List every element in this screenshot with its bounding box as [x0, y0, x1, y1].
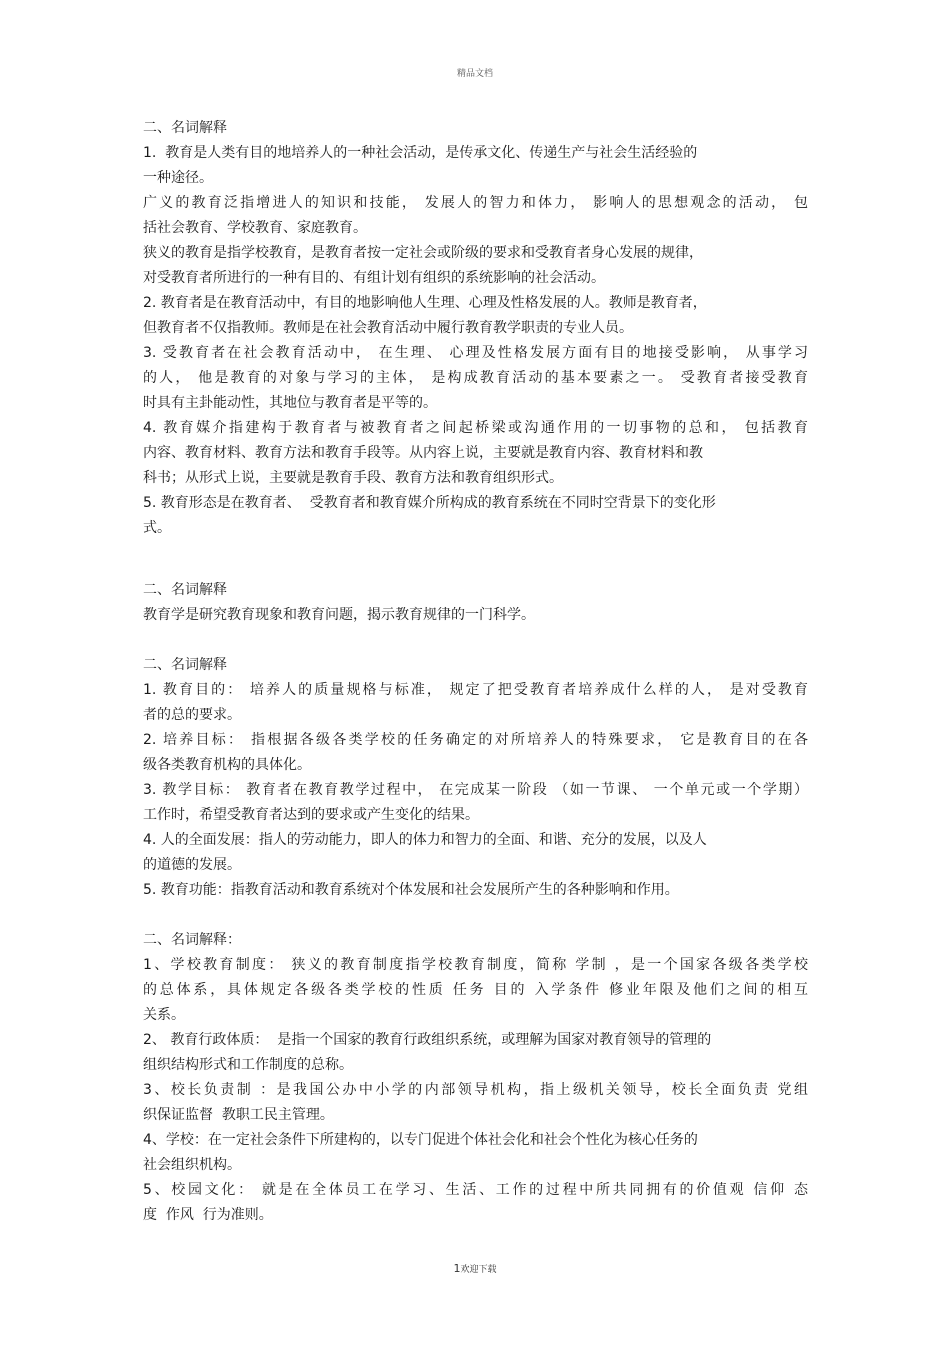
text-line: 时具有主卦能动性，其地位与教育者是平等的。	[143, 395, 437, 411]
text-line: 织保证监督 教职工民主管理。	[143, 1107, 334, 1123]
section-gap	[143, 541, 808, 578]
text-line: 对受教育者所进行的一种有目的、有组计划有组织的系统影响的社会活动。	[143, 270, 605, 286]
text-line: 2. 培养目标： 指根据各级各类学校的任务确定的对所培养人的特殊要求， 它是教育目的在各	[143, 732, 808, 748]
text-line: 狭义的教育是指学校教育，是教育者按一定社会或阶级的要求和受教育者身心发展的规律，	[143, 245, 703, 261]
text-line: 广义的教育泛指增进人的知识和技能， 发展人的智力和体力， 影响人的思想观念的活动， 包	[143, 195, 808, 211]
page-header: 精品文档	[456, 69, 493, 79]
section	[143, 653, 808, 903]
text-line: 4. 教育媒介指建构于教育者与被教育者之间起桥梁或沟通作用的一切事物的总和， 包括教育	[143, 420, 808, 436]
text-line: 5. 教育功能：指教育活动和教育系统对个体发展和社会发展所产生的各种影响和作用。	[143, 882, 679, 898]
text-line: 的人， 他是教育的对象与学习的主体， 是构成教育活动的基本要素之一。 受教育者接受教育	[143, 370, 808, 386]
text-line: 5、校园文化： 就是在全体员工在学习、生活、工作的过程中所共同拥有的价值观 信仰 态	[143, 1182, 808, 1198]
text-line: 度 作风 行为准则。	[143, 1207, 273, 1223]
section-title: 二、名词解释	[143, 582, 227, 598]
text-line: 4. 人的全面发展：指人的劳动能力，即人的体力和智力的全面、和谐、充分的发展，以及人	[143, 832, 707, 848]
text-line: 教育学是研究教育现象和教育问题，揭示教育规律的一门科学。	[143, 607, 535, 623]
text-line: 3. 教学目标： 教育者在教育教学过程中， 在完成某一阶段 （如一节课、 一个单元或一个学期）	[143, 782, 808, 798]
text-line: 括社会教育、学校教育、家庭教育。	[143, 220, 367, 236]
text-line: 工作时，希望受教育者达到的要求或产生变化的结果。	[143, 807, 479, 823]
text-line: 4、学校：在一定社会条件下所建构的，以专门促进个体社会化和社会个性化为核心任务的	[143, 1132, 698, 1148]
text-line: 1、学校教育制度： 狭义的教育制度指学校教育制度，简称 学制 ，是一个国家各级各类学校	[143, 957, 808, 973]
text-line: 组织结构形式和工作制度的总称。	[143, 1057, 353, 1073]
text-line: 2. 教育者是在教育活动中，有目的地影响他人生理、心理及性格发展的人。教师是教育者，	[143, 295, 707, 311]
text-line: 关系。	[143, 1007, 185, 1023]
text-line: 2、 教育行政体质： 是指一个国家的教育行政组织系统，或理解为国家对教育领导的管理的	[143, 1032, 712, 1048]
text-line: 级各类教育机构的具体化。	[143, 757, 311, 773]
text-line: 一种途径。	[143, 170, 213, 186]
section	[143, 928, 808, 1228]
section-title: 二、名词解释	[143, 120, 227, 136]
text-line: 3、校长负责制 ：是我国公办中小学的内部领导机构，指上级机关领导，校长全面负责 党组	[143, 1082, 808, 1098]
section-title: 二、名词解释	[143, 657, 227, 673]
text-line: 但教育者不仅指教师。教师是在社会教育活动中履行教育教学职责的专业人员。	[143, 320, 633, 336]
text-line: 内容、教育材料、教育方法和教育手段等。从内容上说，主要就是教育内容、教育材料和教	[143, 445, 703, 461]
text-line: 的道德的发展。	[143, 857, 241, 873]
section-title: 二、名词解释：	[143, 932, 241, 948]
text-line: 式。	[143, 520, 171, 536]
section	[143, 578, 808, 628]
text-line: 1. 教育目的： 培养人的质量规格与标准， 规定了把受教育者培养成什么样的人， 是对受教育	[143, 682, 808, 698]
page-number: 1	[453, 1262, 461, 1275]
section-gap	[143, 628, 808, 653]
document-body	[143, 116, 808, 1228]
text-line: 社会组织机构。	[143, 1157, 241, 1173]
text-line: 3. 受教育者在社会教育活动中， 在生理、 心理及性格发展方面有目的地接受影响， 从事学习	[143, 345, 808, 361]
text-line: 科书；从形式上说，主要就是教育手段、教育方法和教育组织形式。	[143, 470, 563, 486]
section	[143, 116, 808, 541]
text-line: 1. 教育是人类有目的地培养人的一种社会活动，是传承文化、传递生产与社会生活经验的	[143, 145, 698, 161]
text-line: 5. 教育形态是在教育者、 受教育者和教育媒介所构成的教育系统在不同时空背景下的变化形	[143, 495, 716, 511]
footer-text: 欢迎下载	[460, 1265, 497, 1275]
section-gap	[143, 903, 808, 928]
page-footer	[0, 1262, 950, 1275]
text-line: 者的总的要求。	[143, 707, 241, 723]
text-line: 的总体系，具体规定各级各类学校的性质 任务 目的 入学条件 修业年限及他们之间的相互	[143, 982, 808, 998]
